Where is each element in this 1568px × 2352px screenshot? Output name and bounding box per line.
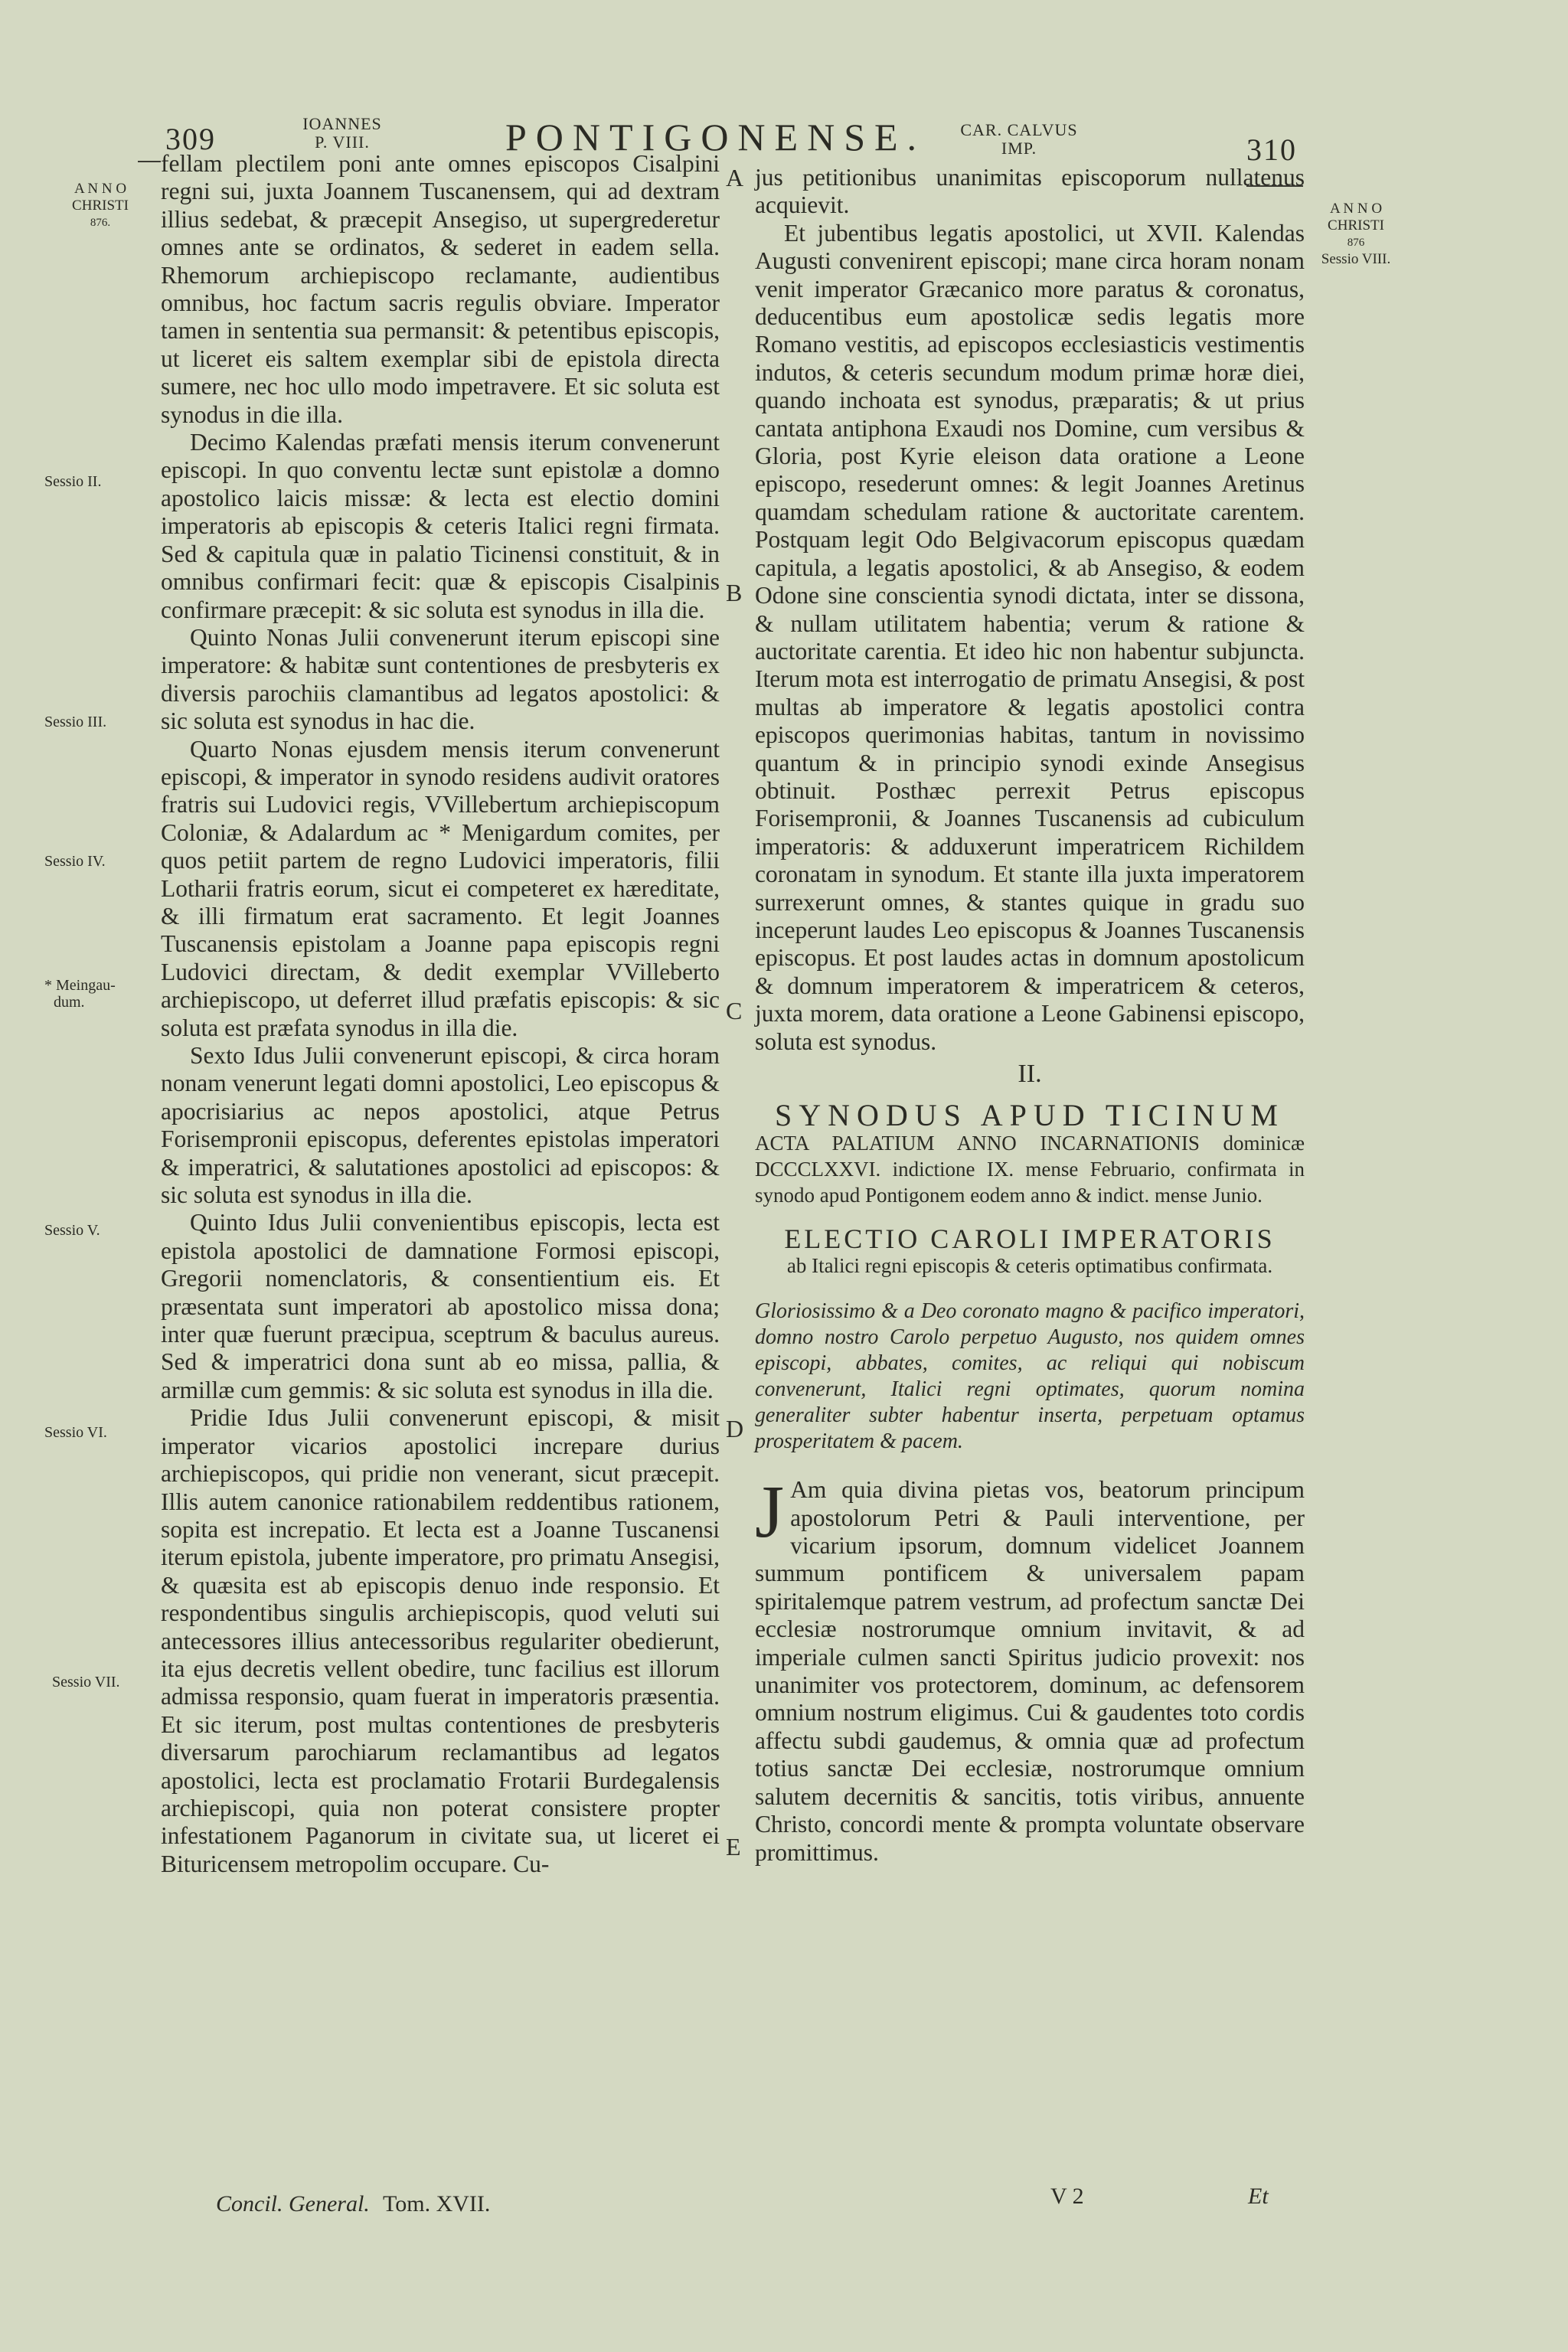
section-letter-a: A <box>726 164 744 191</box>
signature-concil: Concil. General. <box>216 2191 370 2216</box>
body-text: Am quia divina pietas vos, beatorum principum apostolorum Petri & Pauli interventione, per vicarium ipsorum, domnum videlicet Joannem summum pontificem & universalem papam spiritalemque patrem vestrum, ad profectum sanctæ Dei ecclesiæ nostrorumque omnium invitavit, & ad imperiale culmen sancti Spiritus judicio provexit: nos unanimiter vos protectorem, dominum, ac defensorem omnium nostrum eligimus. Cui & gaudentes toto cordis affectu subdi gaudemus, & omnia quæ ad profectum totius sanctæ Dei ecclesiæ, nostrorumque omnium salutem decernitis & sancitis, totis viribus, annuente Christo, concordi mente & prompta voluntate observare promittimus. <box>755 1476 1305 1866</box>
running-head-right <box>946 121 1092 158</box>
margin-sessio-3: Sessio III. <box>44 714 107 730</box>
margin-sessio-2: Sessio II. <box>44 473 102 490</box>
left-paragraph-3: Quinto Nonas Julii convenerunt iterum episcopi sine imperatore: & habitæ sunt contentiones de presbyteris ex diversis parochiis clamantibus ad legatos apostolici: & sic soluta est synodus in hac die. <box>161 623 720 735</box>
running-head-left-line1: IOANNES <box>302 114 382 133</box>
year-label-right: 876 <box>1347 237 1365 249</box>
left-paragraph-4: Quarto Nonas ejusdem mensis iterum convenerunt episcopi, & imperator in synodo residens audivit oratores fratris sui Ludovici regis, VVillebertum archiepiscopum Coloniæ, & Adalardum ac * Menigardum comites, per quos petiit partem de regno Ludovici imperatoris, filii Lotharii fratris eorum, sicut ei competeret ex hæreditate, & illi firmatum erat sacramento. Et legit Joannes Tuscanensis epistolam a Joanne papa episcopis regni Ludovici directam, & dedit exemplar VVilleberto archiepiscopo, ut deferret illud præfatis episcopis: & sic soluta est præfata synodus in illa die. <box>161 735 720 1041</box>
page-title: PONTIGONENSE. <box>505 116 926 158</box>
running-head-right-line1: CAR. CALVUS <box>960 120 1078 139</box>
anno-label-right: A N N O <box>1329 201 1383 217</box>
left-paragraph-1: fellam plectilem poni ante omnes episcopos Cisalpini regni sui, juxta Joannem Tuscanensem, qui ad dextram illius sedebat, & præcepit Ansegiso, ut supergrederetur omnes ante se ordinatos, & sederet in eadem sella. Rhemorum archiepiscopo reclamante, audientibus omnibus, hoc factum sacris regulis obviare. Imperator tamen in sententia sua permansit: & petentibus episcopis, ut liceret eis saltem exemplar sibi de epistola directa sumere, nec hoc ullo modo impetravere. Et sic soluta est synodus in die illa. <box>161 150 720 428</box>
left-paragraph-7: Pridie Idus Julii convenerunt episcopi, & misit imperator vicarios apostolici increpare durius archiepiscopos, qui pridie non venerant, sicut præcepit. Illis autem canonice rationabilem reddentibus rationem, sopita est increpatio. Et lecta est a Joanne Tuscanensi iterum epistola, jubente imperatore, pro primatu Ansegisi, & quæsita est ab episcopis denuo inde responsio. Et respondentibus singulis archiepiscopis, quod veluti sui antecessores illius antecessoribus regulariter obedierunt, ita ejus decretis vellent obedire, tunc facilius est illorum admissa responsio, quam fuerat in imperatoris præsentia. Et sic iterum, post multas contentiones de presbyteris diversarum parochiarum reclamantibus ad legatos apostolici, lecta est proclamatio Frotarii Burdegalensis archiepiscopi, quia non poterat consistere propter infestationem Paganorum in civitate sua, ut liceret ei Bituricensem metropolim occupare. Cu- <box>161 1404 720 1877</box>
right-paragraph-1: jus petitionibus unanimitas episcoporum nullatenus acquievit. <box>755 164 1305 219</box>
address-paragraph: Gloriosissimo & a Deo coronato magno & pacifico imperatori, domno nostro Carolo perpetuo Augusto, nos quidem omnes episcopi, abbates, comites, ac reliqui qui nobiscum convenerunt, Italici regni optimates, quorum nomina generaliter subter habentur inserta, perpetuam optamus prosperitatem & pacem. <box>755 1299 1305 1454</box>
margin-sessio-5: Sessio V. <box>44 1222 100 1239</box>
anno-label: A N N O <box>74 181 127 197</box>
synod-subtitle: ACTA PALATIUM ANNO INCARNATIONIS dominicæ DCCCLXXVI. indictione IX. mense Februario, confirmata in synodo apud Pontigonem eodem anno & indict. mense Junio. <box>755 1131 1305 1207</box>
synod-title: SYNODUS APUD TICINUM <box>775 1098 1285 1133</box>
left-paragraph-2: Decimo Kalendas præfati mensis iterum convenerunt episcopi. In quo conventu lectæ sunt epistolæ a domno apostolico laicis missæ: & lecta est electio domini imperatoris ab episcopis & ceteris Italici regni firmata. Sed & capitula quæ in palatio Ticinensi constituit, & in omnibus confirmari fecit: quæ & episcopis Cisalpinis confirmare præcepit: & sic soluta est synodus in illa die. <box>161 429 720 623</box>
margin-anno-left <box>51 181 150 231</box>
note-line2: dum. <box>54 994 85 1011</box>
section-letter-e: E <box>726 1833 741 1860</box>
signature-tom: Tom. XVII. <box>383 2191 491 2216</box>
dropcap-letter: J <box>755 1471 785 1554</box>
margin-note-meingaudum <box>44 977 116 1011</box>
left-paragraph-5: Sexto Idus Julii convenerunt episcopi, & circa horam nonam venerunt legati domni apostolici, Leo episcopus & apocrisiarius ac nepos apostolici, atque Petrus Forisempronii episcopus, deferentes epistolas imperatori & imperatrici, & salutationes apostolici ad episcopos: & sic soluta est synodus in illa die. <box>161 1042 720 1209</box>
section-letter-c: C <box>726 997 743 1024</box>
running-head-left-line2: P. VIII. <box>315 132 370 152</box>
right-paragraph-2: Et jubentibus legatis apostolici, ut XVII. Kalendas Augusti convenirent episcopi; mane circa horam nonam venit imperator Græcanico more paratus & coronatus, deducentibus eum apostolicæ sedis legatis more Romano vestitis, ad episcopos ecclesiasticis vestimentis indutos, & ceteris secundum modum primæ horæ diei, quando inchoata est synodus, præparatis; & ut prius cantata antiphona Exaudi nos Domine, cum versibus & Gloria, post Kyrie eleison data oratione a Leone episcopo, resederunt omnes: & legit Joannes Aretinus quamdam schedulam ratione & auctoritate carentem. Postquam legit Odo Belgivacorum episcopus quædam capitula, a legatis apostolici, & ab Ansegiso, & eodem Odone sine conscientia synodi dictata, inter se dissona, & nullam utilitatem habentia; verum & ratione & auctoritate carentia. Et ideo hic non habentur subjuncta. Iterum mota est interrogatio de primatu Ansegisi, & post multas ab imperatore & legatis apostolici contra episcopos querimonias habitas, tantum in novissimo quantum & in principio synodi exinde Ansegisus obtinuit. Posthæc perrexit Petrus episcopus Forisempronii, & Joannes Tuscanensis ad cubiculum imperatoris: & adduxerunt imperatricem Richildem coronatam in synodum. Et stante illa juxta imperatorem surrexerunt omnes, & stantes quique in gradu suo inceperunt laudes Leo episcopus & Joannes Tuscanensis episcopus. Et post laudes actas in domnum apostolicum & domnum imperatorem & imperatricem & ceteros, juxta morem, data oratione a Leone Gabinensi episcopo, soluta est synodus. <box>755 219 1305 1055</box>
running-head-left <box>285 115 400 152</box>
page-number-left: 309 <box>165 122 216 156</box>
left-paragraph-6: Quinto Idus Julii convenientibus episcopis, lecta est epistola apostolici de damnatione Formosi episcopi, Gregorii nomenclatoris, & consentientium eis. Et præsentata sunt imperatori ab apostolico missa dona; inter quæ fuerunt præcipua, sceptrum & baculus aureus. Sed & imperatrici dona sunt ab eo missa, pallia, & armillæ cum gemmis: & sic soluta est synodus in illa die. <box>161 1209 720 1403</box>
page-number-right: 310 <box>1246 132 1297 167</box>
catchword: Et <box>1248 2184 1269 2209</box>
header-rule-left <box>138 161 161 162</box>
running-head-right-line2: IMP. <box>1001 139 1037 158</box>
body-paragraph <box>755 1471 1305 1867</box>
section-letter-d: D <box>726 1415 744 1442</box>
electio-title: ELECTIO CAROLI IMPERATORIS <box>784 1223 1276 1254</box>
margin-sessio-7: Sessio VII. <box>52 1674 120 1690</box>
section-numeral: II. <box>1018 1060 1042 1088</box>
electio-subtitle: ab Italici regni episcopis & ceteris optimatibus confirmata. <box>786 1254 1273 1278</box>
margin-anno-right <box>1306 201 1406 268</box>
right-column <box>755 164 1305 1867</box>
signature-mark: V 2 <box>1050 2184 1084 2209</box>
christi-label: CHRISTI <box>72 198 129 214</box>
margin-sessio-6: Sessio VI. <box>44 1424 107 1441</box>
margin-sessio-4: Sessio IV. <box>44 853 106 870</box>
note-line1: * Meingau- <box>44 977 116 994</box>
left-column <box>161 150 720 1878</box>
sessio-8-label: Sessio VIII. <box>1321 251 1391 267</box>
year-label: 876. <box>90 217 111 229</box>
section-letter-b: B <box>726 579 743 606</box>
christi-label-right: CHRISTI <box>1328 217 1384 234</box>
